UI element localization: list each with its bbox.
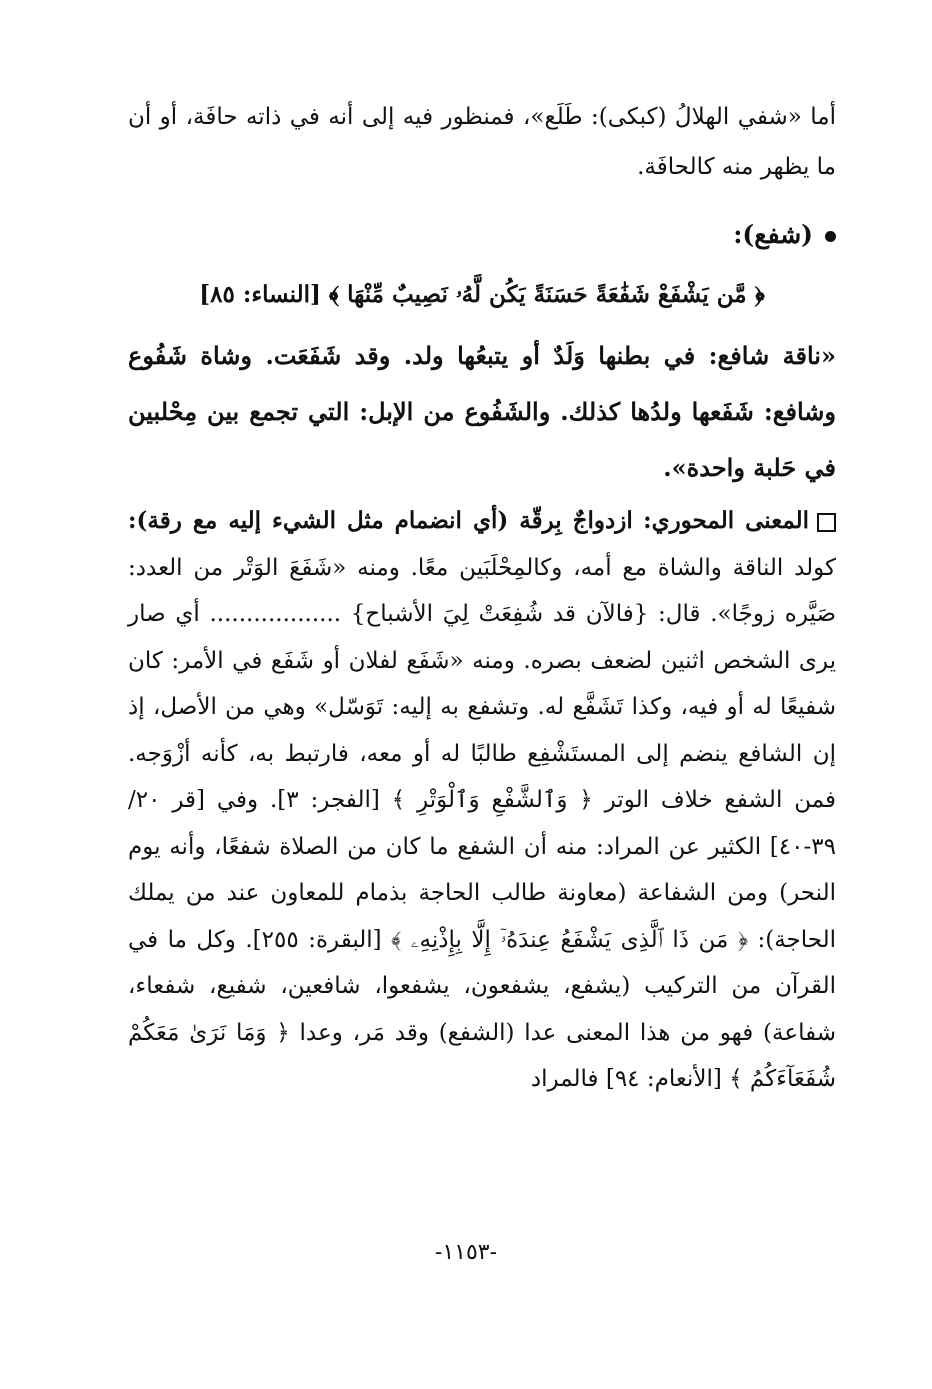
core-meaning-label: المعنى المحوري: — [643, 507, 810, 534]
bullet-icon — [825, 231, 836, 242]
intro-paragraph: أما «شفي الهلالُ (كبكى): طَلَع»، فمنظور فيه إلى أنه في ذاته حافَة، أو أن ما يظهر منه كالحافَة. — [128, 104, 836, 180]
entry-heading-text: (شفع): — [733, 220, 813, 249]
core-meaning-summary: ازدواجٌ بِرقّة (أي انضمام مثل الشيء إليه مع رقة): — [128, 507, 633, 534]
core-meaning-paragraph — [128, 498, 836, 1103]
entry-heading — [733, 210, 836, 260]
definition-paragraph: «ناقة شافع: في بطنها وَلَدٌ أو يتبعُها ولد. وقد شَفَعَت. وشاة شَفُوع وشافع: شَفَعها ولدُها كذلك. والشَفُوع من الإبل: التي تجمع بين مِحْلبين في حَلبة واحدة». — [128, 341, 836, 482]
page-number: -١١٥٣- — [434, 1240, 498, 1265]
square-box-icon — [817, 513, 836, 532]
quran-verse: ﴿ مَّن يَشْفَعْ شَفَٰعَةً حَسَنَةً يَكُن لَّهُۥ نَصِيبٌ مِّنْهَا ﴾ [النساء: ٨٥] — [199, 281, 765, 308]
core-meaning-text: كولد الناقة والشاة مع أمه، وكالمِحْلَبَين معًا. ومنه «شَفَعَ الوَتْر من العدد: صَيَّره زوجًا». قال: {فالآن قد شُفِعَتْ لِيَ الأشباح} .................. أي صار يرى الشخص اثنين لضعف بصره. ومنه «شَفَع لفلان أو شَفَع في الأمر: كان شفيعًا له أو فيه، وكذا تَشَفَّع له. وتشفع به إليه: تَوَسّل» وهي من الأصل، إذ إن الشافع ينضم إلى المستَشْفِع طالبًا له أو معه، فارتبط به، كأنه أزْوَجه. فمن الشفع خلاف الوتر ﴿ وَٱلشَّفْعِ وَٱلْوَتْرِ ﴾ [الفجر: ٣]. وفي [قر ٢٠/ ٣٩-٤٠] الكثير عن المراد: منه أن الشفع ما كان من الصلاة شفعًا، وأنه يوم النحر) ومن الشفاعة (معاونة طالب الحاجة بذمام للمعاون عند من يملك الحاجة): ﴿ مَن ذَا ٱلَّذِى يَشْفَعُ عِندَهُۥٓ إِلَّا بِإِذْنِهِۦ ﴾ [البقرة: ٢٥٥]. وكل ما في القرآن من التركيب (يشفع، يشفعون، يشفعوا، شافعين، شفيع، شفعاء، شفاعة) فهو من هذا المعنى عدا (الشفع) وقد مَر، وعدا ﴿ وَمَا نَرَىٰ مَعَكُمْ شُفَعَآءَكُمُ ﴾ [الأنعام: ٩٤] فالمراد — [128, 554, 837, 1092]
